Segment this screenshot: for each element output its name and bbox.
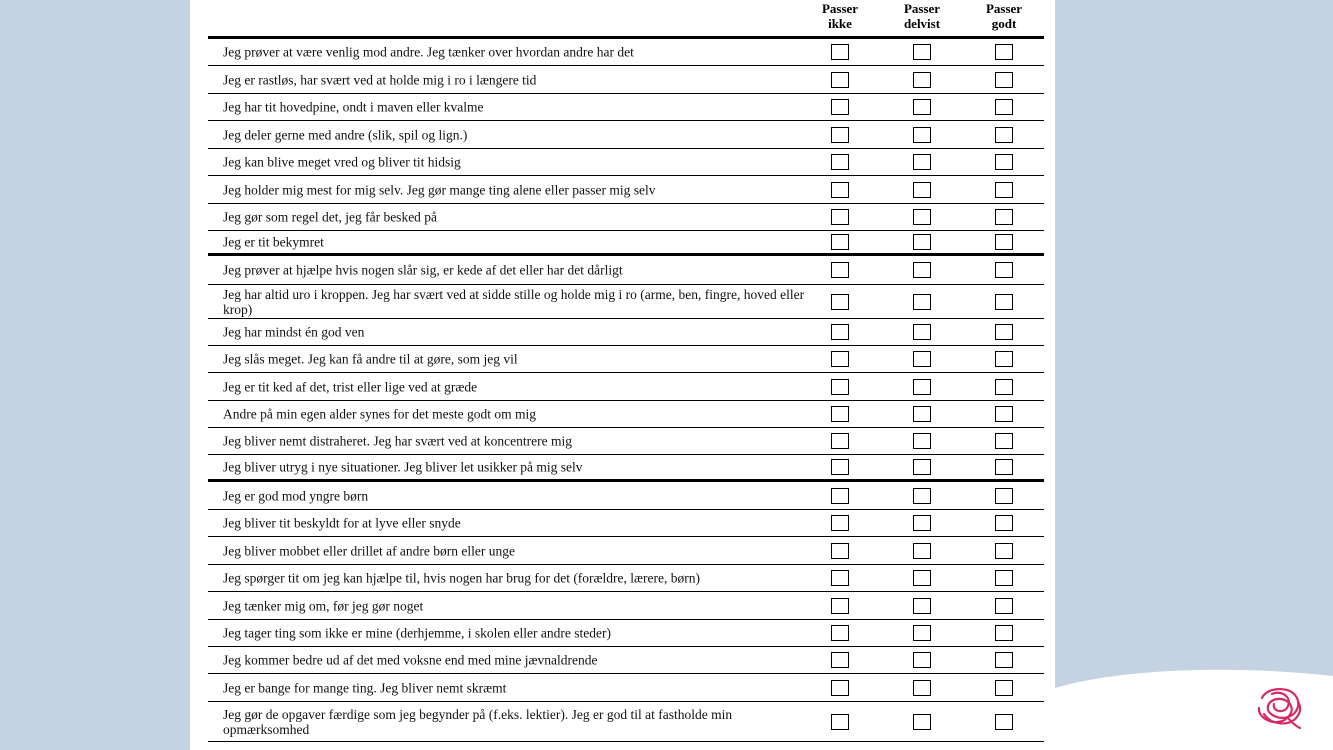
checkbox-passer-delvist[interactable] [913, 570, 931, 586]
question-text: Andre på min egen alder synes for det meste godt om mig [223, 406, 537, 422]
question-text: Jeg gør de opgaver færdige som jeg begynder på (f.eks. lektier). Jeg er god til at fastholde min opmærksomhed [223, 706, 733, 737]
column-header-passer-delvist [887, 1, 957, 31]
question-row [208, 39, 1044, 66]
checkbox-passer-delvist[interactable] [913, 680, 931, 696]
question-row [208, 176, 1044, 204]
checkbox-passer-godt[interactable] [995, 680, 1013, 696]
question-row [208, 401, 1044, 428]
question-text: Jeg er tit ked af det, trist eller lige ved at græde [223, 379, 478, 394]
question-row [208, 94, 1044, 121]
question-row [208, 510, 1044, 537]
checkbox-passer-ikke[interactable] [831, 379, 849, 395]
question-text: Jeg bliver mobbet eller drillet af andre børn eller unge [223, 543, 516, 558]
checkbox-passer-godt[interactable] [995, 262, 1013, 278]
checkbox-passer-delvist[interactable] [913, 652, 931, 668]
checkbox-passer-ikke[interactable] [831, 406, 849, 422]
checkbox-passer-godt[interactable] [995, 324, 1013, 340]
table-header [208, 0, 1044, 39]
checkbox-passer-ikke[interactable] [831, 154, 849, 170]
scribble-logo-icon [1252, 684, 1306, 732]
checkbox-passer-delvist[interactable] [913, 406, 931, 422]
question-text: Jeg er god mod yngre børn [223, 488, 369, 503]
checkbox-passer-delvist[interactable] [913, 379, 931, 395]
column-header-line: Passer [903, 1, 941, 16]
checkbox-passer-ikke[interactable] [831, 324, 849, 340]
question-row [208, 121, 1044, 149]
question-row [208, 482, 1044, 510]
checkbox-passer-ikke[interactable] [831, 99, 849, 115]
checkbox-passer-delvist[interactable] [913, 714, 931, 730]
checkbox-passer-delvist[interactable] [913, 625, 931, 641]
question-row [208, 455, 1044, 482]
checkbox-passer-ikke[interactable] [831, 262, 849, 278]
question-text: Jeg spørger tit om jeg kan hjælpe til, hvis nogen har brug for det (forældre, lærere, børn) [223, 570, 701, 586]
question-row [208, 537, 1044, 565]
question-text: Jeg bliver utryg i nye situationer. Jeg bliver let usikker på mig selv [223, 459, 583, 475]
checkbox-passer-ikke[interactable] [831, 625, 849, 641]
checkbox-passer-delvist[interactable] [913, 515, 931, 531]
column-header-line: Passer [821, 1, 859, 16]
checkbox-passer-ikke[interactable] [831, 44, 849, 60]
checkbox-passer-delvist[interactable] [913, 488, 931, 504]
checkbox-passer-godt[interactable] [995, 570, 1013, 586]
checkbox-passer-ikke[interactable] [831, 72, 849, 88]
question-text: Jeg kommer bedre ud af det med voksne end med mine jævnaldrende [223, 652, 598, 668]
question-text: Jeg bliver nemt distraheret. Jeg har svært ved at koncentrere mig [223, 433, 573, 449]
checkbox-passer-delvist[interactable] [913, 127, 931, 143]
question-row [208, 373, 1044, 401]
questionnaire-page [190, 0, 1055, 750]
checkbox-passer-ikke[interactable] [831, 351, 849, 367]
question-row [208, 647, 1044, 674]
question-row [208, 319, 1044, 346]
question-row [208, 231, 1044, 256]
checkbox-passer-delvist[interactable] [913, 154, 931, 170]
question-text: Jeg er tit bekymret [223, 234, 324, 250]
question-text: Jeg slås meget. Jeg kan få andre til at gøre, som jeg vil [223, 351, 518, 367]
checkbox-passer-delvist[interactable] [913, 543, 931, 559]
checkbox-passer-ikke[interactable] [831, 182, 849, 198]
question-row [208, 702, 1044, 742]
checkbox-passer-godt[interactable] [995, 625, 1013, 641]
question-text: Jeg prøver at hjælpe hvis nogen slår sig, er kede af det eller har det dårligt [223, 262, 623, 278]
question-row [208, 285, 1044, 319]
column-header-line: ikke [828, 16, 852, 31]
checkbox-passer-godt[interactable] [995, 433, 1013, 449]
column-header-passer-godt [969, 1, 1039, 31]
checkbox-passer-ikke[interactable] [831, 543, 849, 559]
question-text: Jeg prøver at være venlig mod andre. Jeg tænker over hvordan andre har det [223, 44, 634, 60]
checkbox-passer-delvist[interactable] [913, 262, 931, 278]
question-row [208, 149, 1044, 176]
checkbox-passer-ikke[interactable] [831, 294, 849, 310]
question-row [208, 256, 1044, 285]
column-header-line: godt [991, 16, 1017, 31]
checkbox-passer-godt[interactable] [995, 488, 1013, 504]
checkbox-passer-delvist[interactable] [913, 324, 931, 340]
checkbox-passer-ikke[interactable] [831, 515, 849, 531]
checkbox-passer-godt[interactable] [995, 99, 1013, 115]
checkbox-passer-godt[interactable] [995, 543, 1013, 559]
checkbox-passer-ikke[interactable] [831, 234, 849, 250]
question-row [208, 346, 1044, 373]
checkbox-passer-delvist[interactable] [913, 209, 931, 225]
question-rows [208, 39, 1044, 742]
checkbox-passer-delvist[interactable] [913, 99, 931, 115]
checkbox-passer-delvist[interactable] [913, 433, 931, 449]
checkbox-passer-ikke[interactable] [831, 598, 849, 614]
question-row [208, 204, 1044, 231]
checkbox-passer-godt[interactable] [995, 652, 1013, 668]
question-text: Jeg tager ting som ikke er mine (derhjemme, i skolen eller andre steder) [223, 625, 611, 641]
checkbox-passer-godt[interactable] [995, 234, 1013, 250]
question-text: Jeg gør som regel det, jeg får besked på [223, 209, 438, 225]
question-row [208, 428, 1044, 455]
column-header-line: Passer [985, 1, 1023, 16]
checkbox-passer-ikke[interactable] [831, 488, 849, 504]
checkbox-passer-godt[interactable] [995, 351, 1013, 367]
questionnaire-table [208, 0, 1044, 742]
checkbox-passer-delvist[interactable] [913, 44, 931, 60]
checkbox-passer-delvist[interactable] [913, 598, 931, 614]
checkbox-passer-delvist[interactable] [913, 459, 931, 475]
checkbox-passer-delvist[interactable] [913, 72, 931, 88]
checkbox-passer-godt[interactable] [995, 714, 1013, 730]
question-text: Jeg har altid uro i kroppen. Jeg har svært ved at sidde stille og holde mig i ro (arme, ben, fingre, hoved eller krop) [223, 286, 805, 317]
question-text: Jeg har mindst én god ven [223, 324, 365, 340]
question-row [208, 674, 1044, 702]
checkbox-passer-godt[interactable] [995, 72, 1013, 88]
checkbox-passer-godt[interactable] [995, 127, 1013, 143]
checkbox-passer-ikke[interactable] [831, 209, 849, 225]
checkbox-passer-godt[interactable] [995, 459, 1013, 475]
checkbox-passer-delvist[interactable] [913, 294, 931, 310]
question-row [208, 66, 1044, 94]
column-header-line: delvist [903, 16, 941, 31]
checkbox-passer-delvist[interactable] [913, 234, 931, 250]
checkbox-passer-godt[interactable] [995, 154, 1013, 170]
checkbox-passer-ikke[interactable] [831, 652, 849, 668]
checkbox-passer-godt[interactable] [995, 379, 1013, 395]
question-row [208, 592, 1044, 620]
checkbox-passer-delvist[interactable] [913, 182, 931, 198]
checkbox-passer-ikke[interactable] [831, 127, 849, 143]
checkbox-passer-godt[interactable] [995, 44, 1013, 60]
column-header-passer-ikke [805, 1, 875, 31]
checkbox-passer-godt[interactable] [995, 598, 1013, 614]
checkbox-passer-ikke[interactable] [831, 459, 849, 475]
question-text: Jeg har tit hovedpine, ondt i maven eller kvalme [223, 99, 484, 115]
checkbox-passer-godt[interactable] [995, 515, 1013, 531]
checkbox-passer-ikke[interactable] [831, 570, 849, 586]
question-row [208, 565, 1044, 592]
question-text: Jeg holder mig mest for mig selv. Jeg gør mange ting alene eller passer mig selv [223, 182, 656, 197]
checkbox-passer-ikke[interactable] [831, 433, 849, 449]
checkbox-passer-godt[interactable] [995, 182, 1013, 198]
checkbox-passer-delvist[interactable] [913, 351, 931, 367]
checkbox-passer-godt[interactable] [995, 406, 1013, 422]
question-text: Jeg er bange for mange ting. Jeg bliver nemt skræmt [223, 680, 507, 695]
question-text: Jeg tænker mig om, før jeg gør noget [223, 598, 424, 613]
checkbox-passer-ikke[interactable] [831, 680, 849, 696]
question-text: Jeg bliver tit beskyldt for at lyve eller snyde [223, 515, 461, 531]
question-row [208, 620, 1044, 647]
checkbox-passer-ikke[interactable] [831, 714, 849, 730]
question-text: Jeg kan blive meget vred og bliver tit hidsig [223, 154, 461, 170]
question-text: Jeg er rastløs, har svært ved at holde mig i ro i længere tid [223, 72, 537, 87]
checkbox-passer-godt[interactable] [995, 294, 1013, 310]
question-text: Jeg deler gerne med andre (slik, spil og lign.) [223, 127, 468, 142]
checkbox-passer-godt[interactable] [995, 209, 1013, 225]
